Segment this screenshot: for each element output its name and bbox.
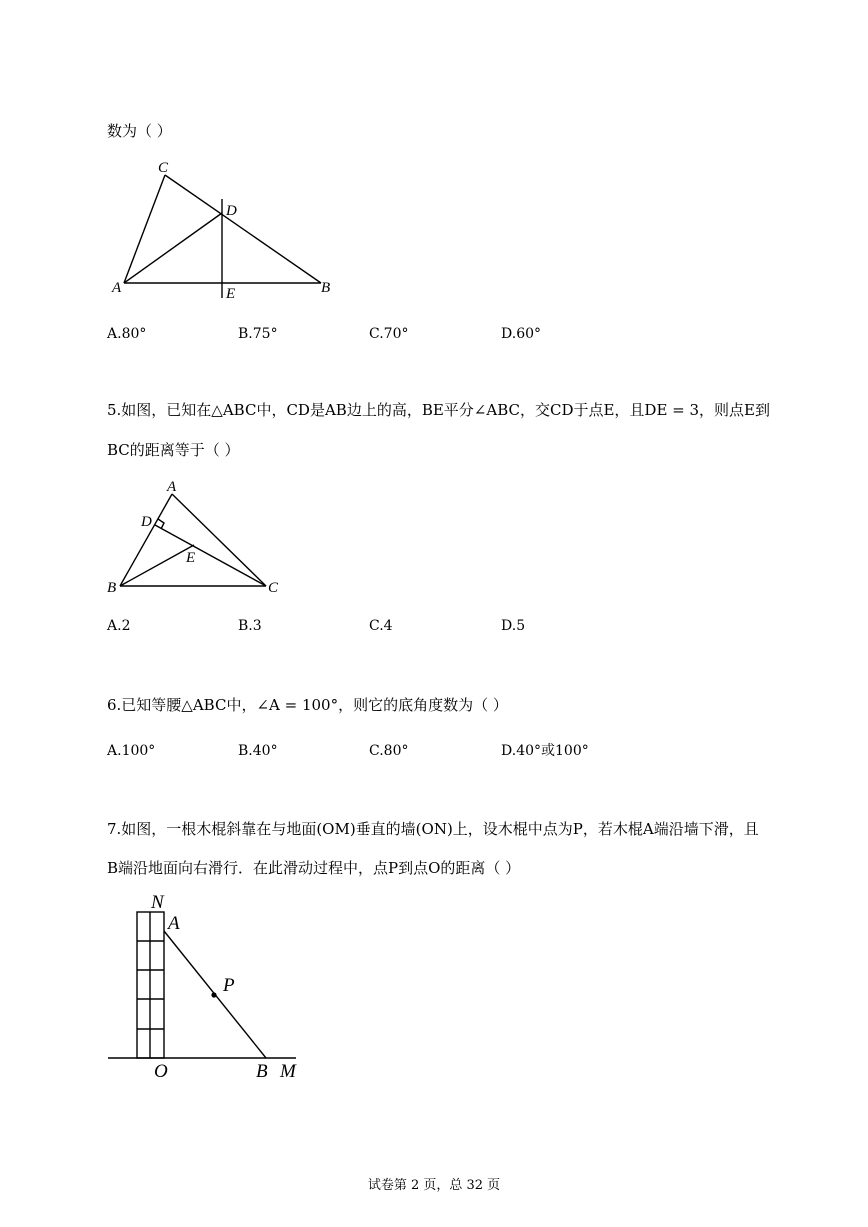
q4-segment-cb xyxy=(165,175,321,283)
q4-segment-ad xyxy=(124,213,222,283)
q4-label-a: A xyxy=(112,280,122,296)
q6-option-b[interactable]: B.40° xyxy=(238,743,278,759)
q6-stem: 6.已知等腰△ABC中，∠A = 100°，则它的底角度数为（ ） xyxy=(107,696,508,714)
q4-option-c[interactable]: C.70° xyxy=(369,326,409,342)
q4-label-c: C xyxy=(158,160,169,176)
q4-option-b[interactable]: B.75° xyxy=(238,326,278,342)
q7-stem-line2: B端沿地面向右滑行．在此滑动过程中，点P到点O的距离（ ） xyxy=(107,859,521,877)
q4-option-d[interactable]: D.60° xyxy=(501,326,542,342)
q7-midpoint-p xyxy=(211,992,216,997)
q7-label-o: O xyxy=(154,1061,168,1082)
q5-label-d: D xyxy=(141,514,152,530)
q4-label-b: B xyxy=(321,280,331,296)
q5-stem-line2: BC的距离等于（ ） xyxy=(107,441,240,459)
q5-figure xyxy=(120,494,266,586)
q7-label-m: M xyxy=(280,1061,296,1082)
q7-label-n: N xyxy=(151,892,164,913)
q7-figure xyxy=(108,912,296,1058)
q5-option-d[interactable]: D.5 xyxy=(501,618,526,634)
q7-label-b: B xyxy=(256,1061,268,1082)
q5-label-a: A xyxy=(167,479,177,495)
q5-option-a[interactable]: A.2 xyxy=(107,618,131,634)
q5-segment-ac xyxy=(172,494,266,586)
q7-label-a: A xyxy=(168,913,180,934)
q4-label-e: E xyxy=(226,286,236,302)
q7-stem-line1: 7.如图，一根木棍斜靠在与地面(OM)垂直的墙(ON)上，设木棍中点为P，若木棍A端沿墙下滑，且 xyxy=(107,820,759,838)
q7-label-p: P xyxy=(223,975,235,996)
q5-stem-line1: 5.如图，已知在△ABC中，CD是AB边上的高，BE平分∠ABC，交CD于点E，且DE = 3，则点E到 xyxy=(107,401,770,419)
q5-option-b[interactable]: B.3 xyxy=(238,618,262,634)
q4-figure xyxy=(124,175,321,298)
q5-label-e: E xyxy=(186,550,196,566)
q5-segment-cd xyxy=(155,525,266,586)
q4-segment-ac xyxy=(124,175,165,283)
q5-option-c[interactable]: C.4 xyxy=(369,618,393,634)
q4-stem: 数为（ ） xyxy=(107,122,172,140)
q6-option-c[interactable]: C.80° xyxy=(369,743,409,759)
q4-option-a[interactable]: A.80° xyxy=(107,326,147,342)
q5-label-b: B xyxy=(107,580,117,596)
q6-option-d[interactable]: D.40°或100° xyxy=(501,743,589,759)
q6-option-a[interactable]: A.100° xyxy=(107,743,156,759)
q5-label-c: C xyxy=(268,580,279,596)
page-footer: 试卷第 2 页，总 32 页 xyxy=(367,1178,501,1193)
q4-label-d: D xyxy=(226,203,237,219)
